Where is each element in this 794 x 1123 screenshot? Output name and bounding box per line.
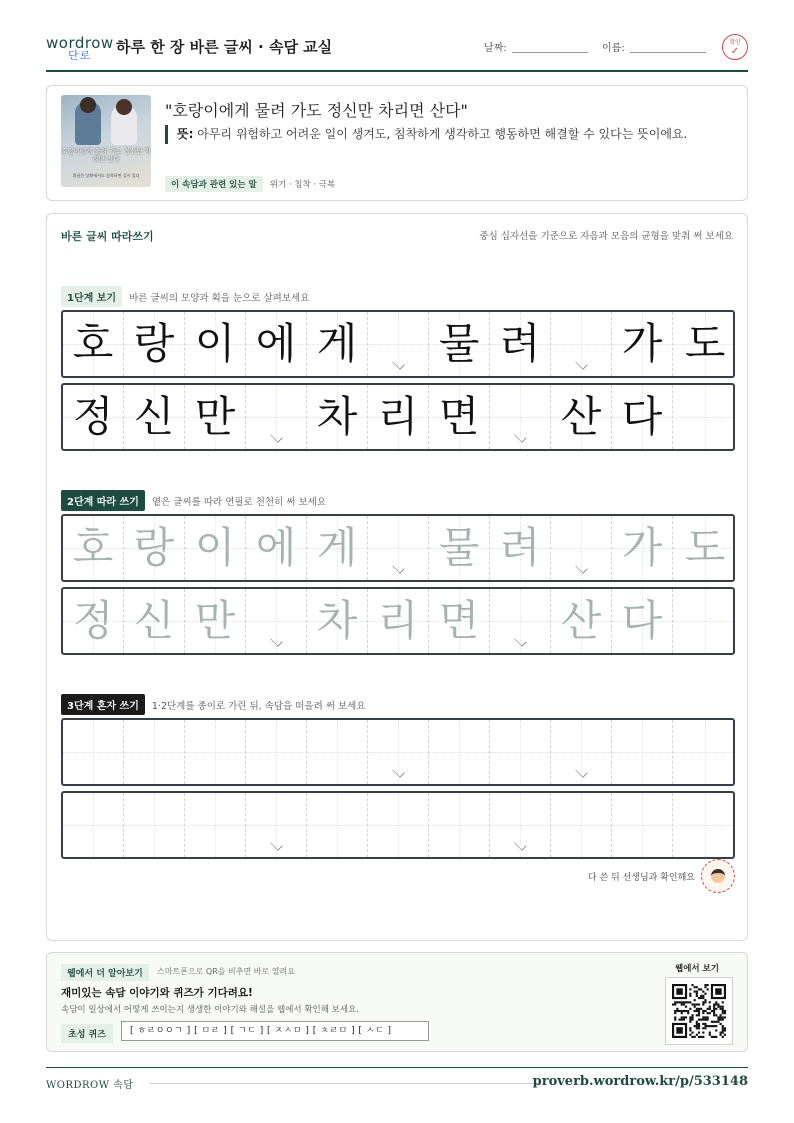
writing-cell[interactable] (673, 589, 735, 653)
space-mark-icon (392, 357, 404, 369)
writing-row (61, 310, 735, 378)
syllable-char: 다 (621, 596, 663, 645)
illustration-subcaption: 위험한 상황에서도 침착하면 길이 있다 (72, 173, 140, 178)
writing-cell[interactable] (490, 793, 551, 857)
writing-cell[interactable] (185, 589, 246, 653)
writing-row[interactable] (61, 791, 735, 859)
writing-cell (490, 312, 551, 376)
space-mark-icon (575, 765, 587, 777)
writing-cell[interactable] (185, 516, 246, 580)
space-mark-icon (514, 838, 526, 850)
step-1-badge: 1단계 보기 (61, 286, 122, 307)
writing-cell (612, 385, 673, 449)
qr-label: 웹에서 보기 (674, 964, 719, 974)
syllable-char: 호 (72, 319, 114, 368)
syllable-char: 이 (194, 523, 236, 572)
syllable-char: 산 (560, 392, 602, 441)
writing-cell[interactable] (673, 720, 735, 784)
space-mark-icon (270, 634, 282, 646)
syllable-char: 산 (560, 596, 602, 645)
syllable-char: 정 (72, 596, 114, 645)
syllable-char: 게 (316, 319, 358, 368)
writing-cell[interactable] (612, 720, 673, 784)
teacher-check-note: 다 쓴 뒤 선생님과 확인해요 (587, 873, 695, 883)
syllable-char: 이 (194, 319, 236, 368)
writing-cell (429, 385, 490, 449)
space-mark-icon (270, 838, 282, 850)
step-1-header (61, 286, 309, 307)
writing-cell[interactable] (63, 793, 124, 857)
initial-consonant-quiz: [ ㅎㄹㅇㅇㄱ ] [ ㅁㄹ ] [ ㄱㄷ ] [ ㅈㅅㅁ ] [ ㅊㄹㅁ ] [ ㅅㄷ ] (121, 1021, 429, 1041)
writing-cell[interactable] (124, 516, 185, 580)
writing-cell[interactable] (246, 589, 307, 653)
writing-cell[interactable] (246, 720, 307, 784)
web-promo-box (46, 952, 748, 1052)
writing-cell (551, 312, 612, 376)
writing-cell (429, 312, 490, 376)
writing-cell (63, 385, 124, 449)
syllable-char: 도 (684, 523, 726, 572)
writing-cell (307, 385, 368, 449)
writing-cell[interactable] (185, 720, 246, 784)
syllable-char: 에 (255, 319, 297, 368)
syllable-char: 호 (72, 523, 114, 572)
illustration-caption: 호랑이에게 물려 가도 정신만 차리면 산다 (61, 147, 151, 163)
syllable-char: 리 (377, 596, 419, 645)
writing-cell[interactable] (551, 720, 612, 784)
writing-cell (368, 312, 429, 376)
meaning-text: 아무리 위험하고 어려운 일이 생겨도, 침착하게 생각하고 행동하면 해결할 수 있다는 뜻이에요. (197, 127, 688, 141)
syllable-char: 물 (438, 523, 480, 572)
writing-cell[interactable] (246, 516, 307, 580)
writing-cell[interactable] (307, 720, 368, 784)
syllable-char: 신 (133, 596, 175, 645)
writing-cell (124, 385, 185, 449)
syllable-char: 려 (499, 319, 541, 368)
syllable-char: 물 (438, 319, 480, 368)
page-title: 하루 한 장 바른 글씨 · 속담 교실 (116, 38, 333, 56)
space-mark-icon (392, 765, 404, 777)
writing-cell (368, 385, 429, 449)
writing-cell (63, 312, 124, 376)
writing-cell[interactable] (490, 589, 551, 653)
qr-code-icon (672, 984, 726, 1038)
writing-cell[interactable] (612, 793, 673, 857)
writing-cell[interactable] (429, 793, 490, 857)
syllable-char: 만 (194, 596, 236, 645)
writing-cell[interactable] (124, 589, 185, 653)
step-2-text: 옅은 글씨를 따라 연필로 천천히 써 보세요 (151, 496, 327, 508)
space-mark-icon (392, 561, 404, 573)
writing-cell[interactable] (490, 720, 551, 784)
writing-cell[interactable] (307, 516, 368, 580)
writing-cell[interactable] (551, 589, 612, 653)
stamp-label: 확인 (729, 39, 741, 46)
illustration-head (80, 97, 96, 113)
writing-row (61, 383, 735, 451)
space-mark-icon (575, 561, 587, 573)
writing-cell[interactable] (185, 793, 246, 857)
check-icon: ✓ (730, 46, 740, 57)
related-label: 이 속담과 관련 있는 말 (165, 176, 263, 192)
syllable-char: 신 (133, 392, 175, 441)
footer-url[interactable]: proverb.wordrow.kr/p/533148 (532, 1074, 748, 1089)
syllable-char: 면 (438, 596, 480, 645)
writing-cell[interactable] (368, 793, 429, 857)
logo-subtext: 단로 (68, 49, 92, 62)
web-badge: 웹에서 더 알아보기 (61, 964, 149, 981)
practice-note: 중심 십자선을 기준으로 자음과 모음의 균형을 맞춰 써 보세요 (479, 231, 733, 242)
syllable-char: 다 (621, 392, 663, 441)
web-headline: 재미있는 속담 이야기와 퀴즈가 기다려요! (61, 987, 253, 999)
proverb-card (46, 85, 748, 201)
writing-cell (551, 385, 612, 449)
web-hint: 스마트폰으로 QR을 비추면 바로 열려요 (157, 967, 295, 976)
syllable-char: 차 (316, 596, 358, 645)
space-mark-icon (575, 357, 587, 369)
writing-cell[interactable] (307, 793, 368, 857)
meaning-label: 뜻: (177, 127, 194, 141)
writing-cell[interactable] (551, 793, 612, 857)
name-label: 이름: (602, 43, 625, 54)
practice-panel (46, 213, 748, 941)
writing-cell[interactable] (124, 720, 185, 784)
syllable-char: 면 (438, 392, 480, 441)
space-mark-icon (270, 430, 282, 442)
syllable-char: 정 (72, 392, 114, 441)
writing-row[interactable] (61, 587, 735, 655)
writing-cell[interactable] (673, 793, 735, 857)
mascot-stamp-icon (701, 859, 735, 893)
illustration-head (116, 99, 132, 115)
date-field[interactable] (512, 52, 588, 53)
writing-cell[interactable] (429, 720, 490, 784)
syllable-char: 랑 (133, 319, 175, 368)
proverb-illustration (61, 95, 151, 187)
wordrow-logo: wordrow (46, 34, 114, 52)
writing-cell[interactable] (63, 589, 124, 653)
writing-cell (246, 312, 307, 376)
writing-cell (673, 312, 735, 376)
writing-cell[interactable] (673, 516, 735, 580)
writing-cell (246, 385, 307, 449)
date-label: 날짜: (484, 43, 507, 54)
writing-cell[interactable] (368, 589, 429, 653)
name-field[interactable] (630, 52, 706, 53)
quiz-label: 초성 퀴즈 (61, 1024, 113, 1043)
footer-rule (46, 1067, 748, 1068)
writing-cell[interactable] (63, 516, 124, 580)
syllable-char: 차 (316, 392, 358, 441)
syllable-char: 려 (499, 523, 541, 572)
writing-cell[interactable] (124, 793, 185, 857)
writing-cell[interactable] (246, 793, 307, 857)
proverb-text: "호랑이에게 물려 가도 정신만 차리면 산다" (165, 101, 468, 120)
syllable-char: 가 (621, 523, 663, 572)
writing-cell[interactable] (490, 516, 551, 580)
mascot-face-icon (711, 869, 725, 883)
meaning-block (165, 125, 735, 144)
writing-cell (185, 312, 246, 376)
writing-cell[interactable] (307, 589, 368, 653)
writing-cell[interactable] (63, 720, 124, 784)
writing-row[interactable] (61, 514, 735, 582)
footer-brand: WORDROW 속담 (46, 1080, 134, 1091)
qr-code[interactable] (665, 977, 733, 1045)
writing-cell (490, 385, 551, 449)
writing-cell[interactable] (551, 516, 612, 580)
writing-row[interactable] (61, 718, 735, 786)
writing-cell[interactable] (612, 516, 673, 580)
step-1-text: 바른 글씨의 모양과 획을 눈으로 살펴보세요 (129, 292, 310, 304)
syllable-char: 랑 (133, 523, 175, 572)
syllable-char: 리 (377, 392, 419, 441)
writing-cell[interactable] (429, 589, 490, 653)
step-2-header (61, 490, 326, 511)
web-description: 속담이 일상에서 어떻게 쓰이는지 생생한 이야기와 해설을 웹에서 확인해 보세요. (61, 1005, 359, 1015)
page-header (46, 30, 748, 72)
writing-cell (124, 312, 185, 376)
writing-cell (307, 312, 368, 376)
footer-divider (150, 1083, 538, 1084)
syllable-char: 가 (621, 319, 663, 368)
confirm-stamp-icon (722, 34, 748, 60)
syllable-char: 도 (684, 319, 726, 368)
related-words-text: 위기 · 침착 · 극복 (269, 180, 336, 190)
writing-cell (185, 385, 246, 449)
step-3-header (61, 694, 366, 715)
step-3-text: 1·2단계를 종이로 가린 뒤, 속담을 떠올려 써 보세요 (151, 700, 366, 712)
space-mark-icon (514, 634, 526, 646)
space-mark-icon (514, 430, 526, 442)
practice-title: 바른 글씨 따라쓰기 (61, 230, 154, 243)
writing-cell[interactable] (612, 589, 673, 653)
syllable-char: 에 (255, 523, 297, 572)
writing-cell[interactable] (429, 516, 490, 580)
writing-cell[interactable] (368, 516, 429, 580)
step-3-badge: 3단계 혼자 쓰기 (61, 694, 145, 715)
related-words (165, 176, 335, 192)
step-2-badge: 2단계 따라 쓰기 (61, 490, 145, 511)
writing-cell[interactable] (368, 720, 429, 784)
writing-cell (673, 385, 735, 449)
syllable-char: 게 (316, 523, 358, 572)
syllable-char: 만 (194, 392, 236, 441)
writing-cell (612, 312, 673, 376)
